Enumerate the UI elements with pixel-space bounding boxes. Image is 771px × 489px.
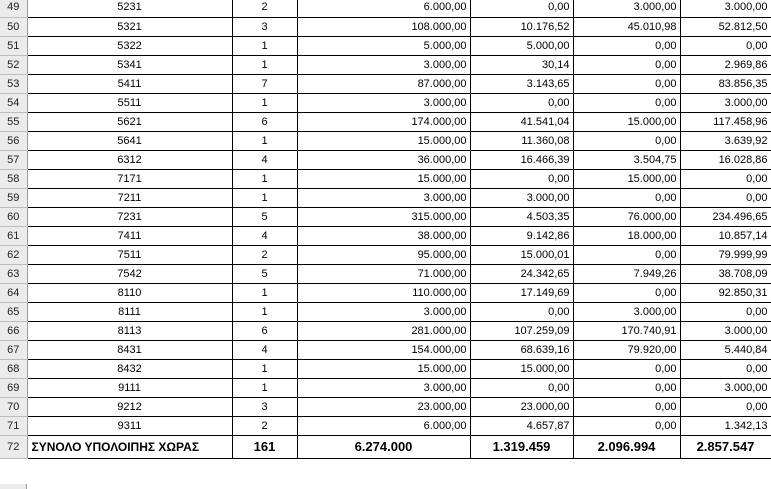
cell-value-3[interactable]: 3.000,00 (573, 302, 680, 321)
row-header[interactable]: 51 (0, 36, 27, 55)
table-row (0, 264, 771, 283)
cell-value-3[interactable]: 7.949,26 (573, 264, 680, 283)
cell-code[interactable]: 7171 (27, 169, 232, 188)
row-header[interactable]: 72 (0, 435, 27, 458)
cell-value-2[interactable]: 0,00 (470, 169, 573, 188)
cell-value-4[interactable]: 3.639,92 (680, 131, 771, 150)
cell-value-3[interactable]: 0,00 (573, 378, 680, 397)
cell-value-4[interactable]: 10.857,14 (680, 226, 771, 245)
row-header[interactable]: 65 (0, 302, 27, 321)
cell-value-4[interactable]: 92.850,31 (680, 283, 771, 302)
cell-code[interactable]: 7231 (27, 207, 232, 226)
cell-count[interactable]: 1 (232, 169, 297, 188)
cell-value-2[interactable]: 23.000,00 (470, 397, 573, 416)
cell-code[interactable]: 8113 (27, 321, 232, 340)
cell-count[interactable]: 1 (232, 188, 297, 207)
cell-value-2[interactable]: 10.176,52 (470, 17, 573, 36)
row-header[interactable]: 56 (0, 131, 27, 150)
cell-value-3[interactable]: 76.000,00 (573, 207, 680, 226)
cell-value-2[interactable]: 107.259,09 (470, 321, 573, 340)
cell-value-1[interactable]: 108.000,00 (297, 17, 470, 36)
table-row (0, 0, 771, 17)
cell-value-4[interactable]: 79.999,99 (680, 245, 771, 264)
cell-code[interactable]: 7211 (27, 188, 232, 207)
cell-code[interactable]: 5321 (27, 17, 232, 36)
table-row (0, 283, 771, 302)
next-row-edge (0, 484, 771, 489)
cell-count[interactable]: 1 (232, 131, 297, 150)
cell-value-4[interactable]: 2.969,86 (680, 55, 771, 74)
row-header[interactable]: 58 (0, 169, 27, 188)
cell-value-1[interactable]: 15.000,00 (297, 131, 470, 150)
row-header[interactable]: 49 (0, 0, 27, 17)
cell-value-1[interactable]: 87.000,00 (297, 74, 470, 93)
total-row (0, 435, 771, 458)
cell-code[interactable]: 5511 (27, 93, 232, 112)
cell-count[interactable]: 4 (232, 150, 297, 169)
cell-code[interactable]: 5341 (27, 55, 232, 74)
row-header[interactable]: 50 (0, 17, 27, 36)
cell-value-2[interactable]: 24.342,65 (470, 264, 573, 283)
cell-value-4[interactable]: 38.708,09 (680, 264, 771, 283)
cell-value-3[interactable]: 0,00 (573, 93, 680, 112)
table-row (0, 169, 771, 188)
cell-count[interactable]: 1 (232, 36, 297, 55)
cell-value-1[interactable]: 36.000,00 (297, 150, 470, 169)
cell-value-4[interactable]: 3.000,00 (680, 321, 771, 340)
cell-value-2[interactable]: 0,00 (470, 0, 573, 17)
row-header[interactable]: 63 (0, 264, 27, 283)
cell-code[interactable]: 9311 (27, 416, 232, 435)
cell-value-2[interactable]: 41.541,04 (470, 112, 573, 131)
cell-code[interactable]: 8110 (27, 283, 232, 302)
cell-count[interactable]: 3 (232, 17, 297, 36)
cell-code[interactable]: 6312 (27, 150, 232, 169)
table-row (0, 321, 771, 340)
cell-value-3[interactable]: 170.740,91 (573, 321, 680, 340)
cell-value-4[interactable]: 3.000,00 (680, 93, 771, 112)
cell-value-2[interactable]: 4.657,87 (470, 416, 573, 435)
cell-value-1[interactable]: 15.000,00 (297, 169, 470, 188)
cell-value-3[interactable]: 0,00 (573, 55, 680, 74)
cell-value-1[interactable]: 110.000,00 (297, 283, 470, 302)
cell-count[interactable]: 5 (232, 207, 297, 226)
row-header[interactable]: 62 (0, 245, 27, 264)
cell-value-1[interactable]: 281.000,00 (297, 321, 470, 340)
cell-value-3[interactable]: 0,00 (573, 188, 680, 207)
cell-code[interactable]: 8431 (27, 340, 232, 359)
row-header[interactable]: 54 (0, 93, 27, 112)
row-header[interactable]: 66 (0, 321, 27, 340)
cell-value-3[interactable]: 3.000,00 (573, 0, 680, 17)
total-count-cell[interactable]: 161 (232, 435, 297, 458)
row-header[interactable]: 69 (0, 378, 27, 397)
row-header[interactable]: 55 (0, 112, 27, 131)
cell-count[interactable]: 2 (232, 0, 297, 17)
cell-value-1[interactable]: 6.000,00 (297, 0, 470, 17)
cell-value-4[interactable]: 52.812,50 (680, 17, 771, 36)
cell-value-1[interactable]: 154.000,00 (297, 340, 470, 359)
cell-code[interactable]: 7542 (27, 264, 232, 283)
cell-code[interactable]: 9212 (27, 397, 232, 416)
table-row (0, 17, 771, 36)
row-header[interactable]: 64 (0, 283, 27, 302)
table-row (0, 359, 771, 378)
table-row (0, 93, 771, 112)
cell-code[interactable]: 5621 (27, 112, 232, 131)
cell-value-2[interactable]: 15.000,01 (470, 245, 573, 264)
total-value-3[interactable]: 2.096.994 (573, 435, 680, 458)
table-row (0, 245, 771, 264)
table-row (0, 226, 771, 245)
cell-value-2[interactable]: 15.000,00 (470, 359, 573, 378)
cell-value-4[interactable]: 0,00 (680, 169, 771, 188)
table-row (0, 112, 771, 131)
table-row (0, 397, 771, 416)
total-value-1[interactable]: 6.274.000 (297, 435, 470, 458)
cell-code[interactable]: 7511 (27, 245, 232, 264)
cell-value-1[interactable]: 5.000,00 (297, 36, 470, 55)
cell-count[interactable]: 6 (232, 112, 297, 131)
cell-value-2[interactable]: 0,00 (470, 378, 573, 397)
row-header[interactable]: 60 (0, 207, 27, 226)
cell-code[interactable]: 7411 (27, 226, 232, 245)
cell-value-3[interactable]: 0,00 (573, 131, 680, 150)
cell-code[interactable]: 8432 (27, 359, 232, 378)
cell-value-1[interactable]: 95.000,00 (297, 245, 470, 264)
cell-value-3[interactable]: 0,00 (573, 397, 680, 416)
cell-value-2[interactable]: 3.143,65 (470, 74, 573, 93)
cell-value-4[interactable]: 0,00 (680, 359, 771, 378)
row-header[interactable]: 68 (0, 359, 27, 378)
cell-count[interactable]: 5 (232, 264, 297, 283)
cell-count[interactable]: 1 (232, 55, 297, 74)
row-header[interactable]: 59 (0, 188, 27, 207)
cell-value-4[interactable]: 0,00 (680, 188, 771, 207)
cell-value-4[interactable]: 234.496,65 (680, 207, 771, 226)
cell-code[interactable]: 5641 (27, 131, 232, 150)
row-header[interactable]: 67 (0, 340, 27, 359)
row-header-strip (0, 484, 27, 489)
row-header[interactable]: 57 (0, 150, 27, 169)
cell-value-4[interactable]: 0,00 (680, 36, 771, 55)
cell-value-1[interactable]: 3.000,00 (297, 302, 470, 321)
cell-value-2[interactable]: 68.639,16 (470, 340, 573, 359)
cell-value-1[interactable]: 315.000,00 (297, 207, 470, 226)
cell-count[interactable]: 2 (232, 245, 297, 264)
row-header[interactable]: 71 (0, 416, 27, 435)
cell-value-1[interactable]: 3.000,00 (297, 93, 470, 112)
cell-code[interactable]: 5411 (27, 74, 232, 93)
table-row (0, 55, 771, 74)
cell-code[interactable]: 5322 (27, 36, 232, 55)
total-value-4[interactable]: 2.857.547 (680, 435, 771, 458)
cell-value-3[interactable]: 0,00 (573, 359, 680, 378)
table-row (0, 340, 771, 359)
total-value-2[interactable]: 1.319.459 (470, 435, 573, 458)
cell-value-1[interactable]: 71.000,00 (297, 264, 470, 283)
cell-value-2[interactable]: 4.503,35 (470, 207, 573, 226)
cell-value-1[interactable]: 174.000,00 (297, 112, 470, 131)
cell-count[interactable]: 1 (232, 378, 297, 397)
cell-count[interactable]: 2 (232, 416, 297, 435)
cell-value-2[interactable]: 5.000,00 (470, 36, 573, 55)
cell-value-3[interactable]: 0,00 (573, 74, 680, 93)
table-row (0, 131, 771, 150)
cell-value-3[interactable]: 0,00 (573, 283, 680, 302)
cell-value-3[interactable]: 15.000,00 (573, 169, 680, 188)
cell-value-2[interactable]: 0,00 (470, 302, 573, 321)
row-header[interactable]: 53 (0, 74, 27, 93)
cell-value-1[interactable]: 23.000,00 (297, 397, 470, 416)
row-header[interactable]: 70 (0, 397, 27, 416)
table-row (0, 188, 771, 207)
cell-value-4[interactable]: 0,00 (680, 302, 771, 321)
total-label-cell[interactable]: ΣΥΝΟΛΟ ΥΠΟΛΟΙΠΗΣ ΧΩΡΑΣ (27, 435, 232, 458)
cell-value-3[interactable]: 0,00 (573, 245, 680, 264)
cell-count[interactable]: 7 (232, 74, 297, 93)
cell-code[interactable]: 8111 (27, 302, 232, 321)
cell-value-3[interactable]: 0,00 (573, 416, 680, 435)
cell-value-4[interactable]: 3.000,00 (680, 0, 771, 17)
table-row (0, 74, 771, 93)
cell-value-4[interactable]: 1.342,13 (680, 416, 771, 435)
table-row (0, 416, 771, 435)
cell-value-4[interactable]: 5.440,84 (680, 340, 771, 359)
cell-value-1[interactable]: 6.000,00 (297, 416, 470, 435)
cell-count[interactable]: 1 (232, 283, 297, 302)
cell-value-3[interactable]: 15.000,00 (573, 112, 680, 131)
cell-count[interactable]: 1 (232, 302, 297, 321)
cell-value-3[interactable]: 79.920,00 (573, 340, 680, 359)
cell-value-3[interactable]: 18.000,00 (573, 226, 680, 245)
cell-value-2[interactable]: 11.360,08 (470, 131, 573, 150)
cell-count[interactable]: 3 (232, 397, 297, 416)
cell-value-1[interactable]: 3.000,00 (297, 378, 470, 397)
cell-value-2[interactable]: 17.149,69 (470, 283, 573, 302)
cell-value-3[interactable]: 3.504,75 (573, 150, 680, 169)
table-row (0, 36, 771, 55)
cell-value-2[interactable]: 30,14 (470, 55, 573, 74)
cell-value-2[interactable]: 3.000,00 (470, 188, 573, 207)
cell-count[interactable]: 4 (232, 226, 297, 245)
table-row (0, 302, 771, 321)
cell-value-2[interactable]: 16.466,39 (470, 150, 573, 169)
cell-value-4[interactable]: 3.000,00 (680, 378, 771, 397)
cell-value-1[interactable]: 3.000,00 (297, 55, 470, 74)
cell-value-1[interactable]: 38.000,00 (297, 226, 470, 245)
cell-value-1[interactable]: 15.000,00 (297, 359, 470, 378)
cell-value-3[interactable]: 45.010,98 (573, 17, 680, 36)
cell-value-1[interactable]: 3.000,00 (297, 188, 470, 207)
table-row (0, 150, 771, 169)
row-header[interactable]: 52 (0, 55, 27, 74)
cell-value-4[interactable]: 83.856,35 (680, 74, 771, 93)
cell-value-3[interactable]: 0,00 (573, 36, 680, 55)
cell-value-4[interactable]: 117.458,96 (680, 112, 771, 131)
cell-count[interactable]: 4 (232, 340, 297, 359)
table-row (0, 378, 771, 397)
cell-value-2[interactable]: 9.142,86 (470, 226, 573, 245)
cell-count[interactable]: 1 (232, 359, 297, 378)
cell-code[interactable]: 5231 (27, 0, 232, 17)
cell-value-2[interactable]: 0,00 (470, 93, 573, 112)
cell-value-4[interactable]: 0,00 (680, 397, 771, 416)
cell-count[interactable]: 1 (232, 93, 297, 112)
cell-code[interactable]: 9111 (27, 378, 232, 397)
row-header[interactable]: 61 (0, 226, 27, 245)
table-row (0, 207, 771, 226)
cell-count[interactable]: 6 (232, 321, 297, 340)
cell-value-4[interactable]: 16.028,86 (680, 150, 771, 169)
